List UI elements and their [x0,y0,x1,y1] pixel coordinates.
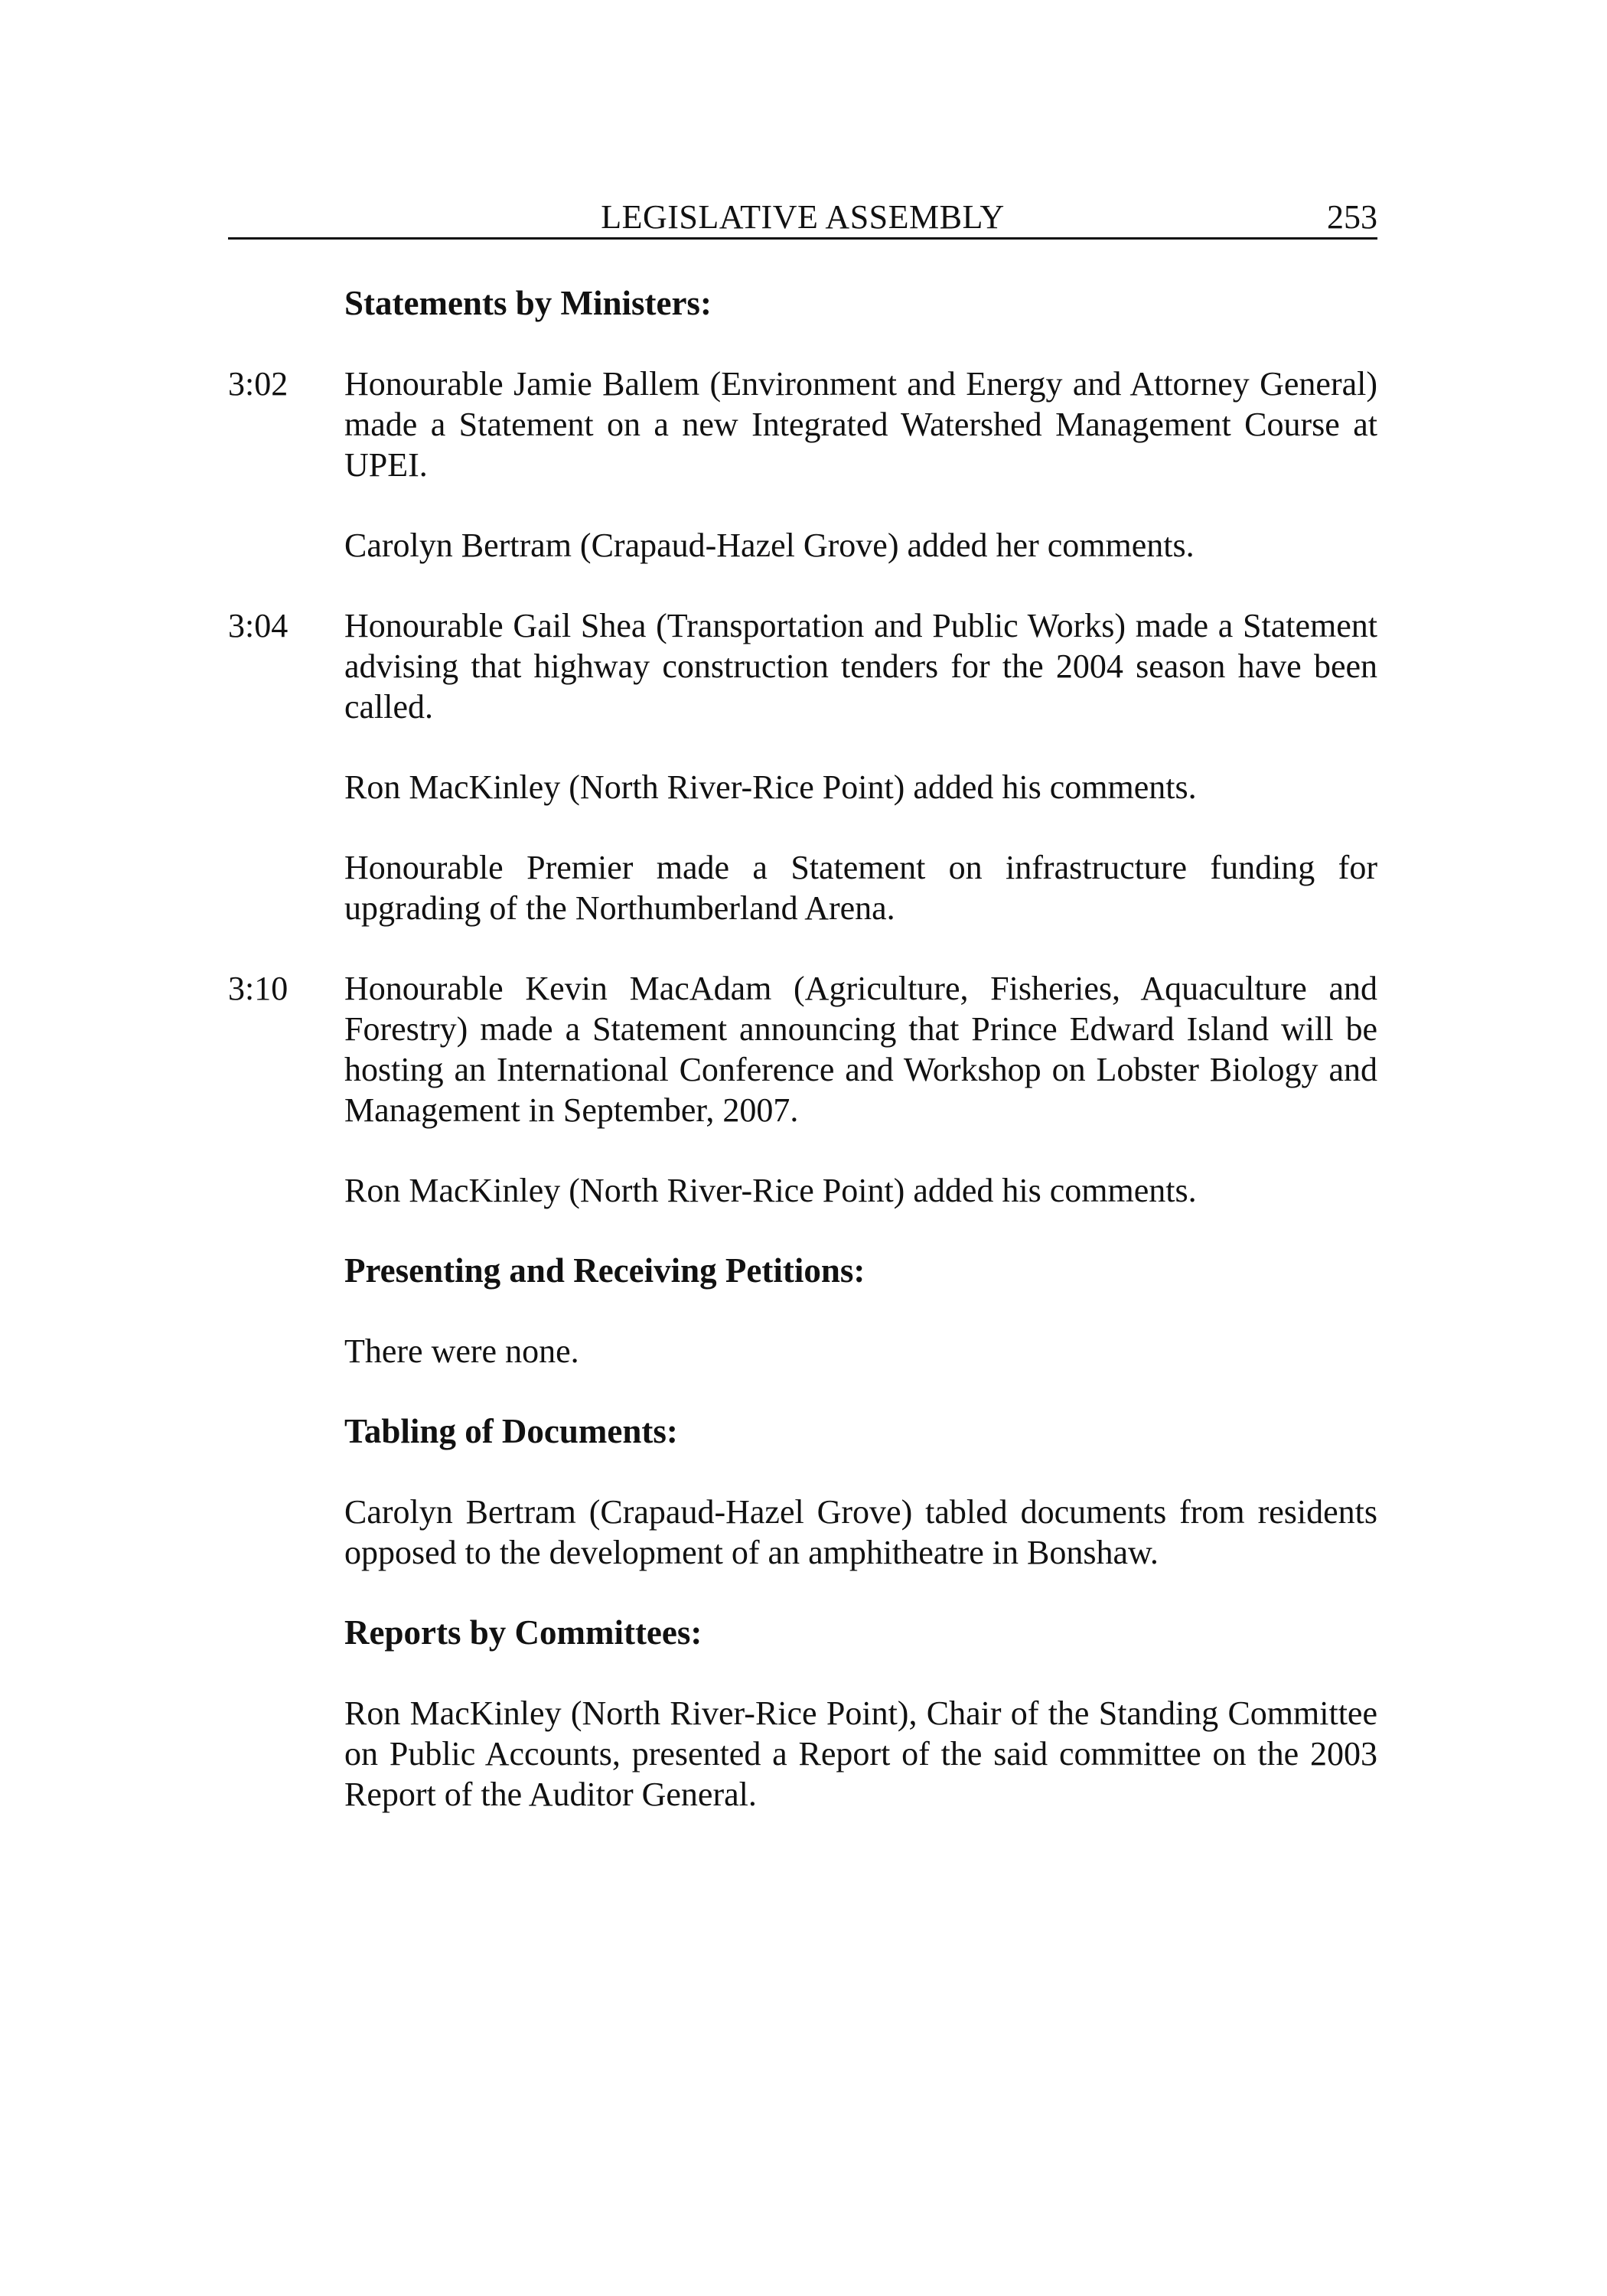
page-number: 253 [1327,198,1377,236]
section-heading: Reports by Committees: [344,1613,702,1652]
entry-statement-macadam [228,968,1377,1130]
entry-text: Honourable Premier made a Statement on infrastructure funding for upgrading of the Northumberland Arena. [344,849,1377,927]
entry-text: Ron MacKinley (North River-Rice Point) added his comments. [344,768,1197,806]
section-heading: Presenting and Receiving Petitions: [344,1251,865,1290]
page-body [228,283,1377,1815]
entry-time: 3:10 [228,970,288,1007]
page-header [228,193,1377,240]
entry-statement-ballem [228,364,1377,485]
entry-time: 3:02 [228,365,288,403]
section-committees-body [228,1693,1377,1815]
entry-comment-bertram [228,525,1377,566]
section-text: Carolyn Bertram (Crapaud-Hazel Grove) tabled documents from residents opposed to the development of an amphitheatre in Bonshaw. [344,1493,1377,1571]
section-heading: Tabling of Documents: [344,1412,678,1450]
section-text: Ron MacKinley (North River-Rice Point), Chair of the Standing Committee on Public Accounts, presented a Report of the said committee on the 2003 Report of the Auditor General. [344,1694,1377,1813]
section-petitions-body [228,1331,1377,1371]
entry-statement-premier [228,847,1377,928]
section-documents-body [228,1492,1377,1573]
section-statements-heading [228,283,1377,324]
section-text: There were none. [344,1332,579,1370]
entry-time: 3:04 [228,607,288,644]
entry-text: Carolyn Bertram (Crapaud-Hazel Grove) added her comments. [344,527,1195,564]
entry-statement-shea [228,605,1377,727]
section-petitions-heading [228,1251,1377,1291]
header-title: LEGISLATIVE ASSEMBLY [601,198,1005,236]
entry-comment-mackinley-2 [228,1170,1377,1211]
entry-text: Honourable Jamie Ballem (Environment and Energy and Attorney General) made a Statement on a new Integrated Watershed Management Course at UPEI. [344,365,1377,484]
entry-comment-mackinley [228,767,1377,807]
section-heading: Statements by Ministers: [344,284,712,322]
section-committees-heading [228,1613,1377,1653]
entry-text: Ron MacKinley (North River-Rice Point) added his comments. [344,1172,1197,1209]
entry-text: Honourable Gail Shea (Transportation and Public Works) made a Statement advising that highway construction tenders for the 2004 season have been called. [344,607,1377,726]
entry-text: Honourable Kevin MacAdam (Agriculture, Fisheries, Aquaculture and Forestry) made a Statement announcing that Prince Edward Island will be hosting an International Conference and Workshop on Lobster Biology and Management in September, 2007. [344,970,1377,1129]
section-documents-heading [228,1411,1377,1452]
